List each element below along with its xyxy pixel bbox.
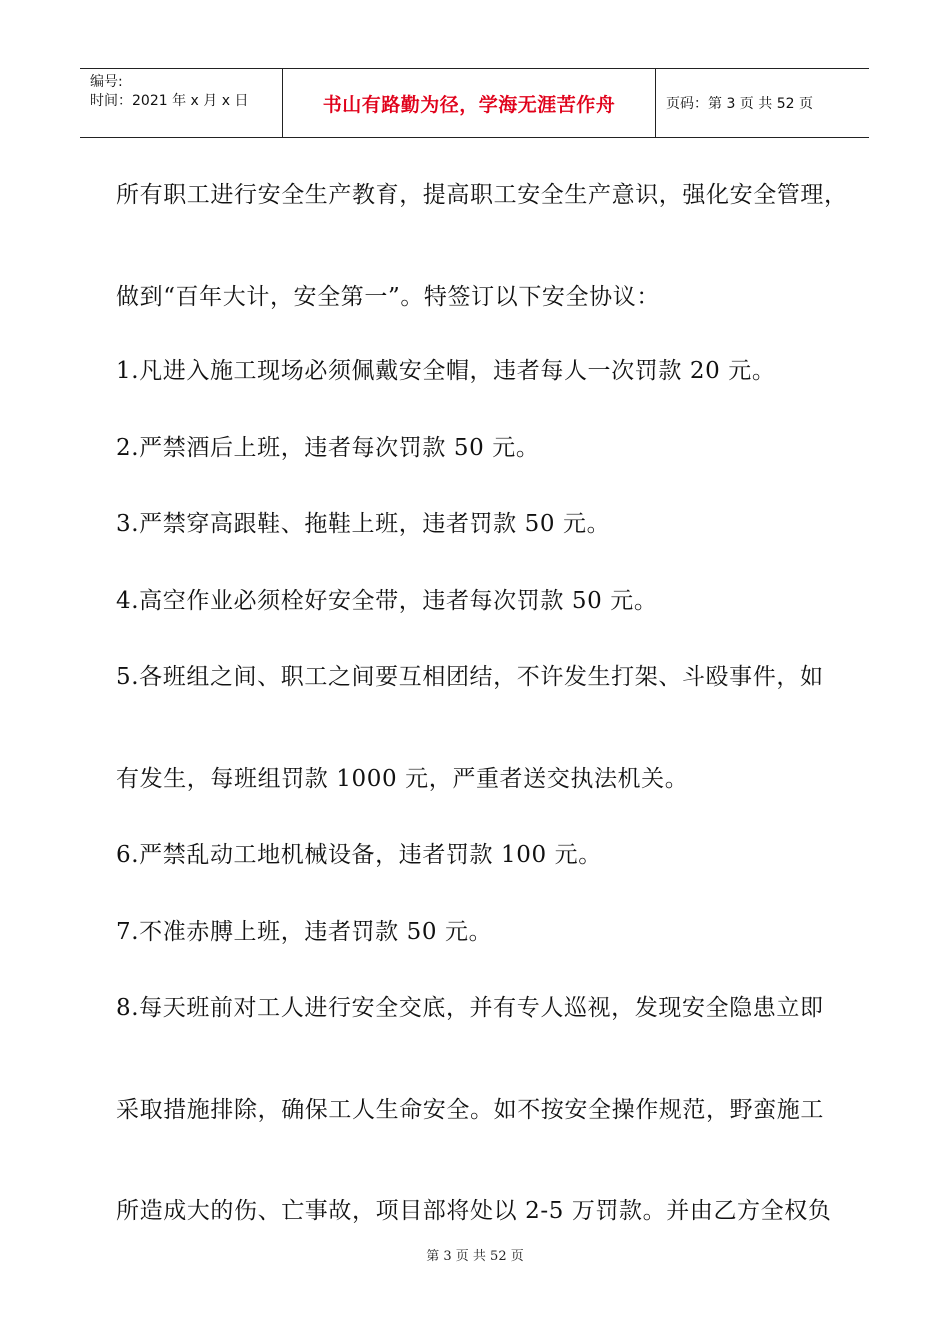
body-line: 4.高空作业必须栓好安全带，违者每次罚款 50 元。 <box>116 588 658 614</box>
body-line: 所造成大的伤、亡事故，项目部将处以 2-5 万罚款。并由乙方全权负 <box>116 1198 832 1224</box>
body-line: 1.凡进入施工现场必须佩戴安全帽，违者每人一次罚款 20 元。 <box>116 358 776 384</box>
body-line: 2.严禁酒后上班，违者每次罚款 50 元。 <box>116 435 540 461</box>
document-date: 时间：2021 年 x 月 x 日 <box>90 93 249 109</box>
body-line: 6.严禁乱动工地机械设备，违者罚款 100 元。 <box>116 842 602 868</box>
body-line: 7.不准赤膊上班，违者罚款 50 元。 <box>116 919 493 945</box>
page-header <box>80 68 869 138</box>
document-number-label: 编号: <box>90 74 123 90</box>
body-line: 5.各班组之间、职工之间要互相团结，不许发生打架、斗殴事件，如 <box>116 664 824 690</box>
body-line: 采取措施排除，确保工人生命安全。如不按安全操作规范，野蛮施工 <box>116 1097 824 1123</box>
body-line: 有发生，每班组罚款 1000 元，严重者送交执法机关。 <box>116 766 689 792</box>
body-line: 做到“百年大计，安全第一”。特签订以下安全协议： <box>116 284 660 310</box>
body-line: 3.严禁穿高跟鞋、拖鞋上班，违者罚款 50 元。 <box>116 511 611 537</box>
body-line: 8.每天班前对工人进行安全交底，并有专人巡视，发现安全隐患立即 <box>116 995 824 1021</box>
header-page-info: 页码：第 3 页 共 52 页 <box>666 96 813 112</box>
page-footer: 第 3 页 共 52 页 <box>426 1249 524 1264</box>
header-motto: 书山有路勤为径，学海无涯苦作舟 <box>282 69 656 137</box>
body-line: 所有职工进行安全生产教育，提高职工安全生产意识，强化安全管理， <box>116 182 848 208</box>
header-meta <box>80 69 282 137</box>
